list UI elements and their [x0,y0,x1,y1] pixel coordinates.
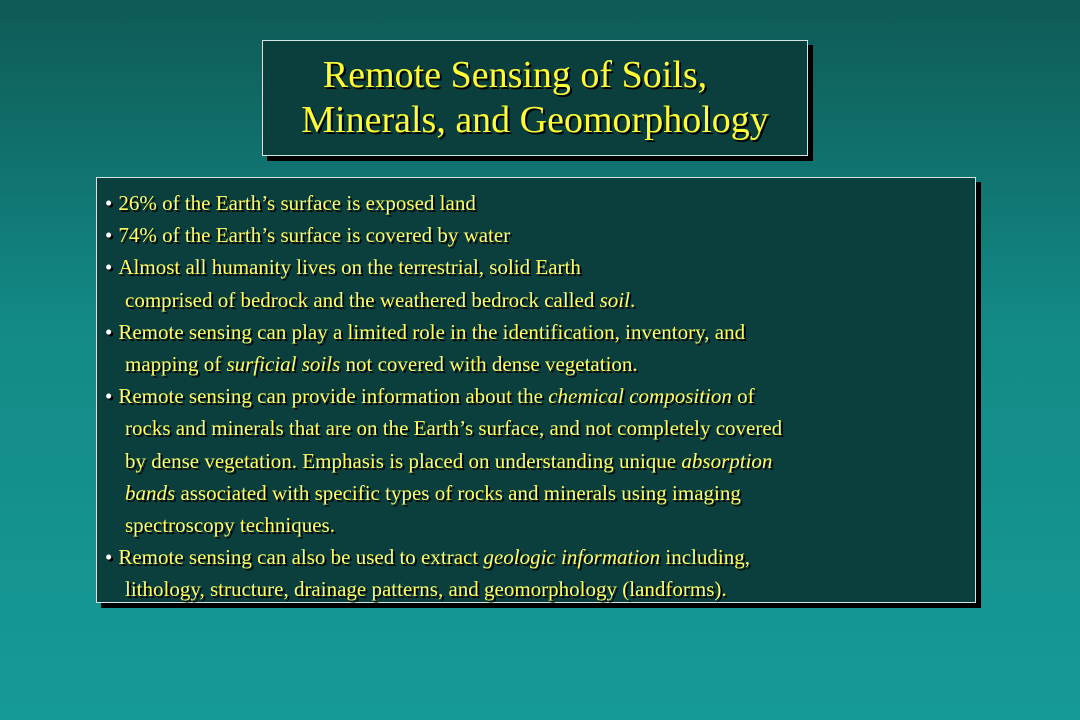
bullet-dot-icon: • [105,384,113,409]
bullet-dot-icon: • [105,255,113,280]
emphasized-text: bands [125,480,176,505]
bullet-dot-icon: • [105,319,113,344]
bullet-text: of [731,384,755,409]
slide-title-line-1: Remote Sensing of Soils, [322,54,708,96]
emphasized-text: absorption [681,448,773,473]
emphasized-text: soil [599,287,630,312]
bullet-text: including, [660,545,750,570]
bullet-dot-icon: • [105,545,113,570]
bullet-continuation [105,509,975,541]
bullet-item [105,380,975,412]
emphasized-text: surficial soils [226,352,341,377]
bullet-text: . [629,287,636,312]
bullet-dot-icon: • [105,191,113,215]
slide-title-line-2: Minerals, and Geomorphology [301,99,769,141]
title-box [262,40,808,156]
bullet-item [105,187,975,219]
emphasized-text: geologic information [483,545,661,570]
bullet-item [105,541,975,573]
bullet-continuation [105,412,975,444]
bullet-text: associated with specific types of rocks and minerals using imaging [175,480,741,505]
bullet-item [105,251,975,283]
bullet-item [105,316,975,348]
bullet-text: rocks and minerals that are on the Earth’s surface, and not completely covered [125,416,783,441]
bullet-text: by dense vegetation. Emphasis is placed on understanding unique [125,448,682,473]
emphasized-text: chemical composition [548,384,732,409]
bullet-continuation [105,573,975,605]
bullet-dot-icon: • [105,223,113,248]
content-box [96,177,976,603]
bullet-text: Almost all humanity lives on the terrestrial, solid Earth [118,255,581,280]
bullet-continuation [105,445,975,477]
bullet-continuation [105,477,975,509]
bullet-text: 74% of the Earth’s surface is covered by water [118,223,511,248]
bullet-text: comprised of bedrock and the weathered bedrock called [125,287,600,312]
bullet-text: mapping of [125,352,227,377]
bullet-continuation [105,284,975,316]
bullet-text: Remote sensing can also be used to extract [118,545,484,570]
bullet-text: spectroscopy techniques. [125,513,335,538]
bullet-text: 26% of the Earth’s surface is exposed land [118,191,476,215]
bullet-text: Remote sensing can provide information about the [118,384,549,409]
bullet-text: not covered with dense vegetation. [340,352,638,377]
bullet-item [105,219,975,251]
bullet-continuation [105,348,975,380]
bullet-list [105,187,975,606]
bullet-text: lithology, structure, drainage patterns, and geomorphology (landforms). [125,577,727,602]
bullet-text: Remote sensing can play a limited role in the identification, inventory, and [118,319,746,344]
